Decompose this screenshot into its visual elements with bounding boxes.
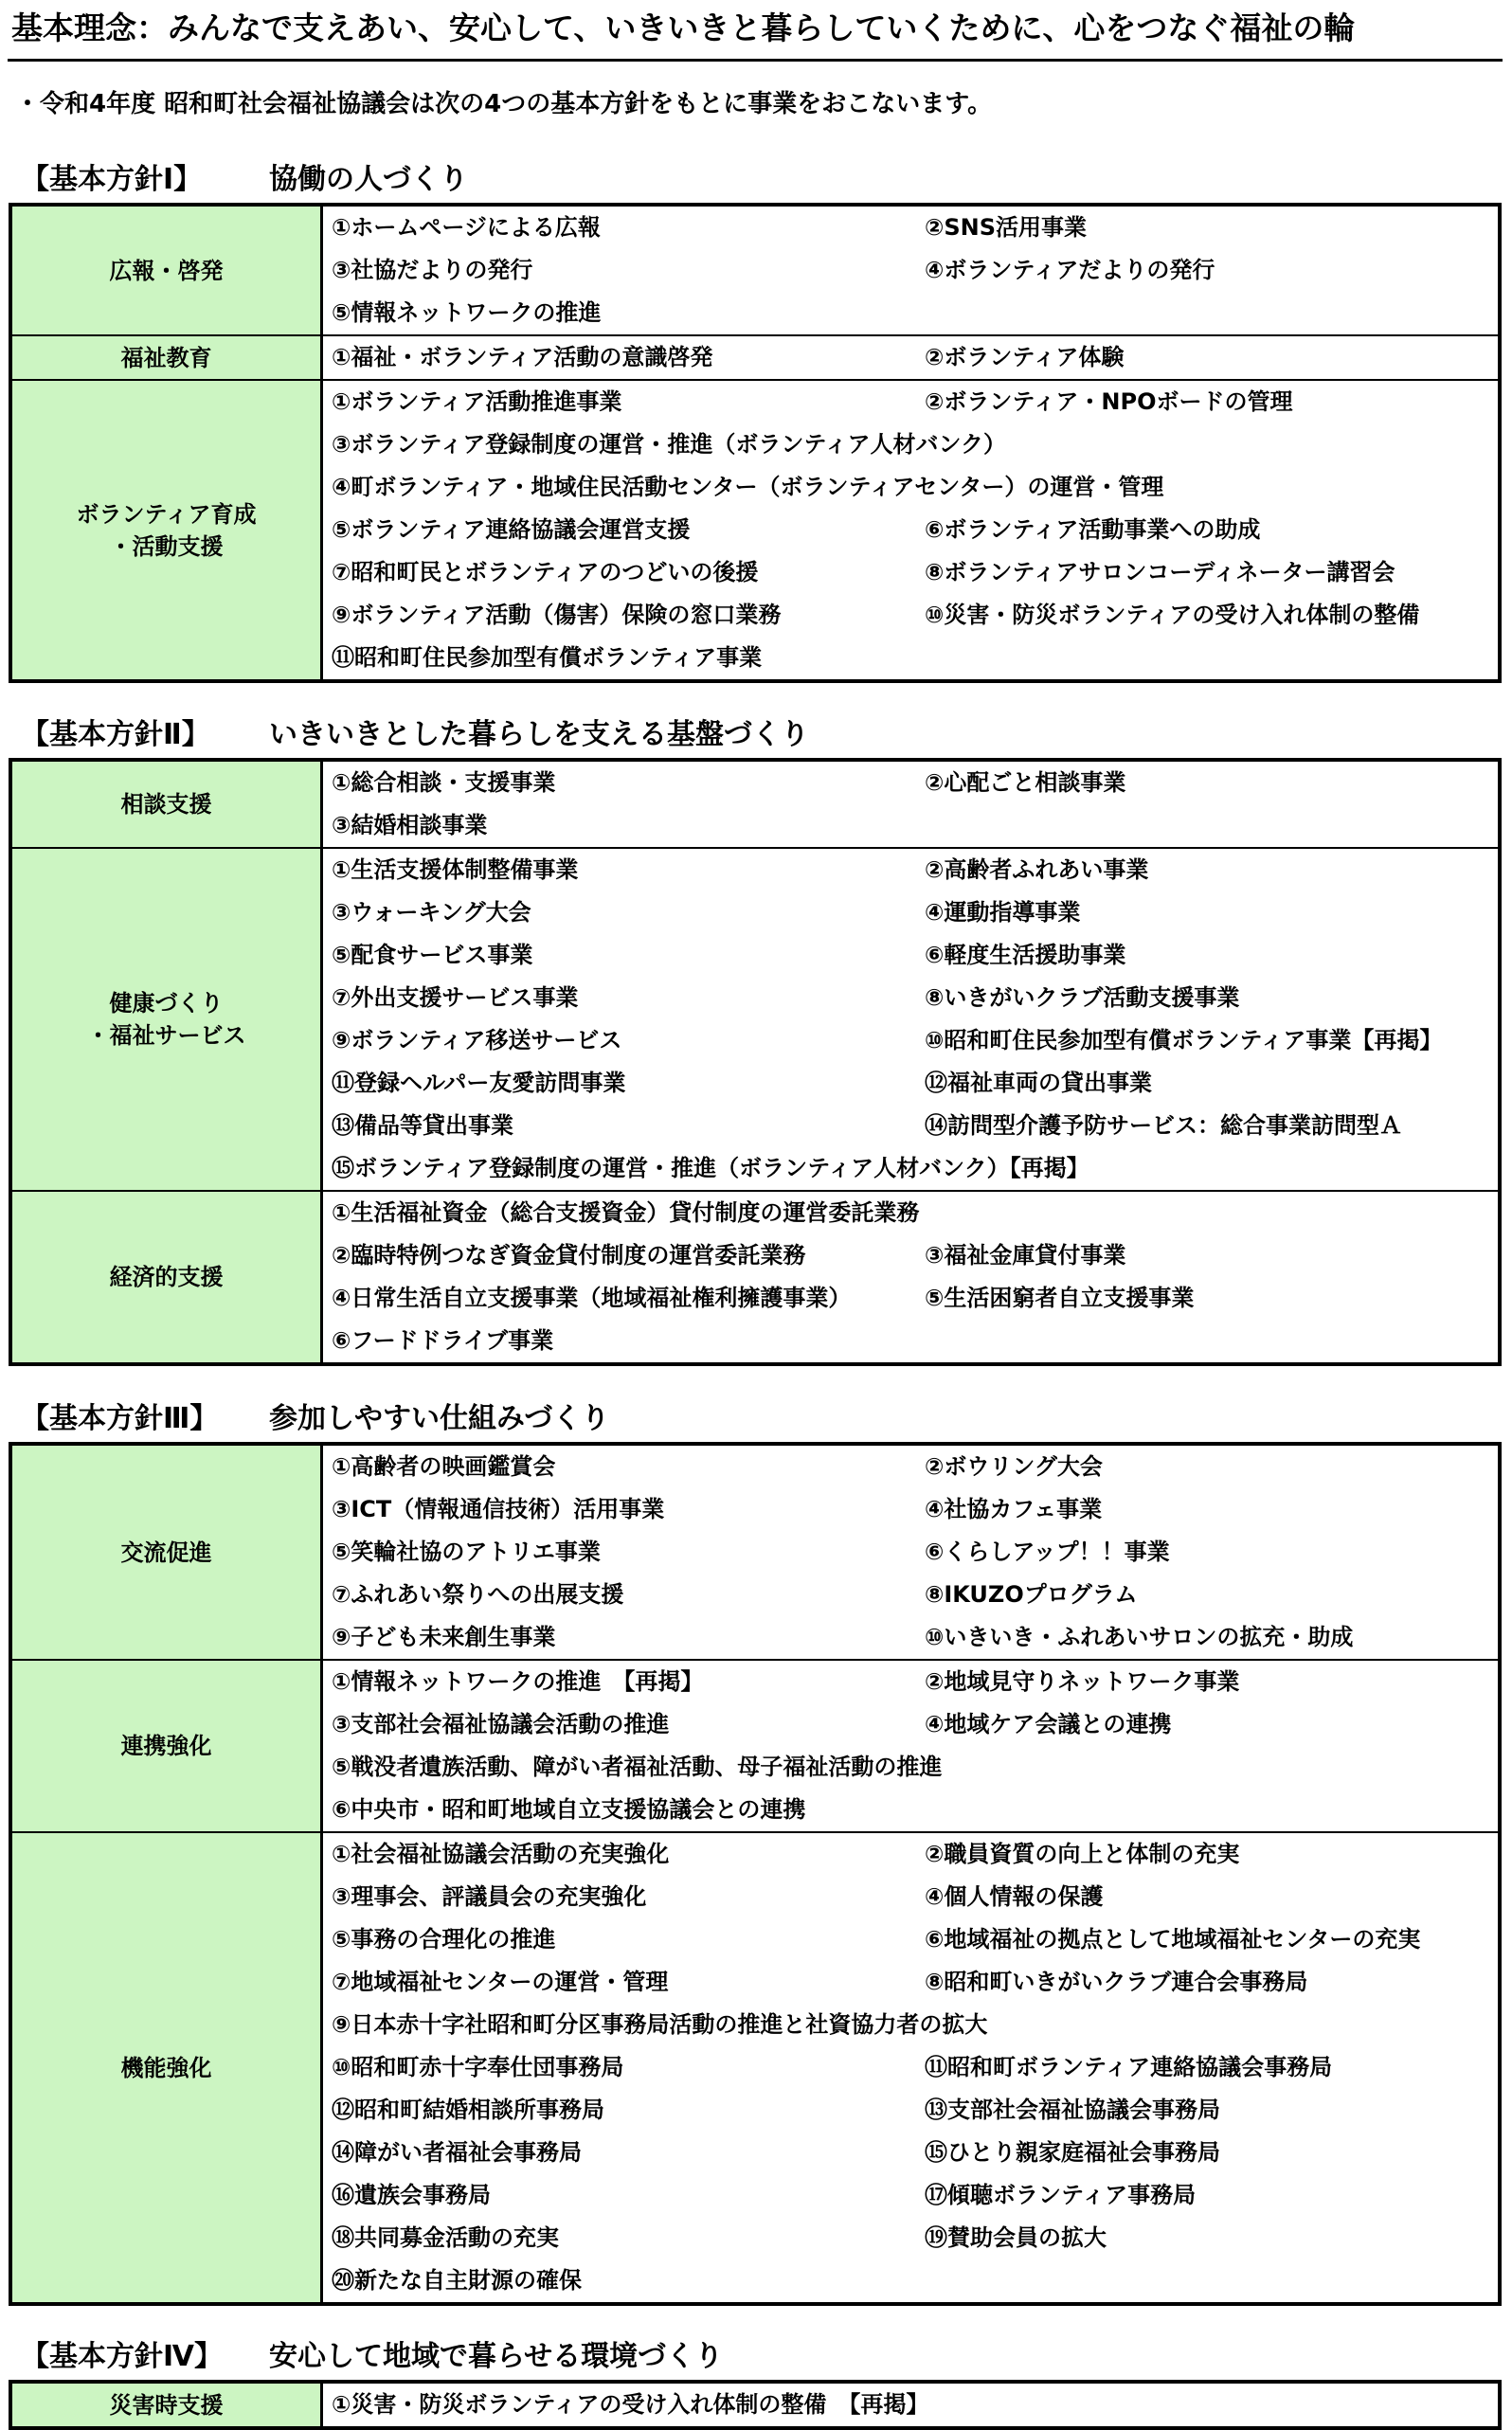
- section-heading-3: [21, 1398, 1499, 1440]
- table-row: [326, 1062, 1498, 1105]
- table-row: [326, 381, 1498, 423]
- table-row: [326, 2259, 1498, 2302]
- table-row: [326, 1320, 1498, 1362]
- section-table-2: [9, 758, 1502, 1366]
- item-text: ⑧IKUZOプログラム: [925, 1581, 1138, 1608]
- item-text: ⑤戦没者遺族活動、障がい者福祉活動、母子福祉活動の推進: [332, 1754, 943, 1780]
- item-text: ⑨ボランティア活動（傷害）保険の窓口業務: [332, 602, 782, 628]
- table-row: [326, 1574, 1498, 1616]
- table-row: [326, 207, 1498, 249]
- category-label: [121, 788, 212, 820]
- table-row: [326, 1746, 1498, 1789]
- table-group: [12, 1659, 1498, 1831]
- item-text: ⑪昭和町ボランティア連絡協議会事務局: [925, 2054, 1333, 2080]
- table-row: [326, 1234, 1498, 1277]
- item-text: ④社協カフェ事業: [925, 1496, 1103, 1522]
- section-heading-1: [21, 159, 1499, 201]
- item-text: ⑧ボランティアサロンコーディネーター講習会: [925, 559, 1395, 585]
- item-text: ⑩災害・防災ボランティアの受け入れ体制の整備: [925, 602, 1420, 628]
- section-label: 【基本方針Ⅰ】: [21, 163, 203, 196]
- item-text: ⑥中央市・昭和町地域自立支援協議会との連携: [332, 1796, 806, 1823]
- item-text: ③ウォーキング大会: [332, 899, 531, 926]
- category-label: [121, 342, 212, 374]
- item-text: ①ホームページによる広報: [332, 214, 601, 241]
- item-text: ⑰傾聴ボランティア事務局: [925, 2182, 1197, 2208]
- table-row: [326, 1147, 1498, 1190]
- item-text: ⑳新たな自主財源の確保: [332, 2267, 582, 2294]
- table-row: [326, 1961, 1498, 2004]
- table-row: [326, 551, 1498, 594]
- item-list: [326, 2384, 1498, 2426]
- item-text: ⑯遺族会事務局: [332, 2182, 491, 2208]
- item-text: ②ボランティア体験: [925, 344, 1125, 370]
- table-row: [326, 2132, 1498, 2174]
- item-text: ⑪昭和町住民参加型有償ボランティア事業: [332, 644, 763, 671]
- category-label-line: 広報・啓発: [109, 257, 224, 284]
- table-row: [326, 2174, 1498, 2217]
- item-text: ④町ボランティア・地域住民活動センター（ボランティアセンター）の運営・管理: [332, 474, 1164, 500]
- category-label-line: 経済的支援: [109, 1264, 224, 1290]
- item-text: ⑫福祉車両の貸出事業: [925, 1070, 1152, 1096]
- table-row: [326, 1789, 1498, 1831]
- table-group: [12, 2384, 1498, 2426]
- table-row: [326, 1616, 1498, 1659]
- table-group: [12, 847, 1498, 1190]
- category-label-line: 交流促進: [120, 1539, 212, 1566]
- category-cell: [12, 1833, 323, 2302]
- section-name: いきいきとした暮らしを支える基盤づくり: [269, 718, 809, 751]
- item-text: ⑤笑輪社協のアトリエ事業: [332, 1539, 601, 1565]
- table-group: [12, 1831, 1498, 2302]
- item-text: ⑮ボランティア登録制度の運営・推進（ボランティア人材バンク）【再掲】: [332, 1155, 1089, 1181]
- category-cell: [12, 2384, 323, 2426]
- item-list: [326, 1446, 1498, 1659]
- item-list: [326, 336, 1498, 379]
- category-label-line: 健康づくり: [109, 990, 224, 1017]
- section-table-3: [9, 1442, 1502, 2306]
- table-row: [326, 637, 1498, 679]
- item-text: ②地域見守りネットワーク事業: [925, 1668, 1240, 1695]
- section-label: 【基本方針Ⅱ】: [21, 718, 210, 751]
- section-name: 参加しやすい仕組みづくり: [269, 1402, 610, 1435]
- item-text: ②ボランティア・NPOボードの管理: [925, 388, 1293, 415]
- section-heading-2: [21, 714, 1499, 756]
- table-row: [326, 509, 1498, 551]
- item-list: [326, 381, 1498, 679]
- table-row: [326, 1019, 1498, 1062]
- item-text: ①生活支援体制整備事業: [332, 856, 579, 883]
- category-cell: [12, 849, 323, 1190]
- item-text: ③理事会、評議員会の充実強化: [332, 1883, 647, 1910]
- item-list: [326, 1833, 1498, 2302]
- item-text: ①災害・防災ボランティアの受け入れ体制の整備 【再掲】: [332, 2391, 929, 2418]
- category-label: [121, 2052, 212, 2084]
- item-text: ②高齢者ふれあい事業: [925, 856, 1149, 883]
- category-label-line: 災害時支援: [109, 2391, 224, 2419]
- table-row: [326, 1488, 1498, 1531]
- item-text: ⑤ボランティア連絡協議会運営支援: [332, 516, 691, 543]
- table-row: [326, 1876, 1498, 1918]
- table-row: [326, 1918, 1498, 1961]
- table-row: [326, 1446, 1498, 1488]
- item-text: ⑥ボランティア活動事業への助成: [925, 516, 1261, 543]
- table-row: [326, 336, 1498, 379]
- item-text: ⑤配食サービス事業: [332, 942, 533, 968]
- category-label-line: 機能強化: [120, 2054, 212, 2081]
- table-row: [326, 1703, 1498, 1746]
- category-label: [87, 987, 246, 1052]
- item-text: ②SNS活用事業: [925, 214, 1087, 241]
- item-text: ①生活福祉資金（総合支援資金）貸付制度の運営委託業務: [332, 1199, 920, 1226]
- category-label: [76, 498, 256, 563]
- item-text: ⑨日本赤十字社昭和町分区事務局活動の推進と社資協力者の拡大: [332, 2011, 988, 2038]
- category-label-line: 連携強化: [120, 1733, 212, 1759]
- table-row: [326, 2004, 1498, 2046]
- table-row: [326, 762, 1498, 804]
- item-text: ②心配ごと相談事業: [925, 769, 1126, 796]
- item-text: ⑭障がい者福祉会事務局: [332, 2139, 582, 2166]
- item-text: ②臨時特例つなぎ資金貸付制度の運営委託業務: [332, 1242, 806, 1269]
- table-group: [12, 334, 1498, 379]
- category-label-line: ・福祉サービス: [86, 1022, 246, 1049]
- category-label: [110, 1261, 224, 1293]
- item-text: ⑫昭和町結婚相談所事務局: [332, 2097, 604, 2123]
- section-heading-4: [21, 2336, 1499, 2378]
- item-text: ⑥軽度生活援助事業: [925, 942, 1126, 968]
- item-text: ④ボランティアだよりの発行: [925, 257, 1215, 283]
- table-row: [326, 249, 1498, 292]
- table-row: [326, 1277, 1498, 1320]
- table-row: [326, 594, 1498, 637]
- category-label: [110, 255, 224, 287]
- item-list: [326, 762, 1498, 847]
- item-text: ⑥フードドライブ事業: [332, 1327, 554, 1354]
- category-cell: [12, 336, 323, 379]
- item-text: ⑬支部社会福祉協議会事務局: [925, 2097, 1220, 2123]
- item-text: ①福祉・ボランティア活動の意識啓発: [332, 344, 713, 370]
- item-list: [326, 1192, 1498, 1362]
- item-text: ⑦ふれあい祭りへの出展支援: [332, 1581, 624, 1608]
- item-text: ④個人情報の保護: [925, 1883, 1104, 1910]
- category-label-line: 相談支援: [120, 791, 212, 818]
- section-table-1: [9, 203, 1502, 683]
- table-row: [326, 1531, 1498, 1574]
- category-cell: [12, 1192, 323, 1362]
- category-cell: [12, 1446, 323, 1659]
- category-label: [121, 1537, 212, 1569]
- item-text: ⑩昭和町赤十字奉仕団事務局: [332, 2054, 624, 2080]
- item-text: ②職員資質の向上と体制の充実: [925, 1841, 1240, 1867]
- table-group: [12, 1446, 1498, 1659]
- table-group: [12, 1190, 1498, 1362]
- category-label-line: ・活動支援: [109, 532, 224, 560]
- table-row: [326, 1661, 1498, 1703]
- table-group: [12, 207, 1498, 334]
- item-text: ⑩昭和町住民参加型有償ボランティア事業【再掲】: [925, 1027, 1443, 1053]
- table-row: [326, 2217, 1498, 2259]
- section-name: 安心して地域で暮らせる環境づくり: [269, 2340, 724, 2373]
- category-cell: [12, 381, 323, 679]
- page-title: 基本理念：みんなで支えあい、安心して、いきいきと暮らしていくために、心をつなぐ福祉の輪: [11, 9, 1356, 46]
- table-row: [326, 2384, 1498, 2426]
- table-group: [12, 762, 1498, 847]
- item-text: ⑤事務の合理化の推進: [332, 1926, 556, 1953]
- item-text: ③支部社会福祉協議会活動の推進: [332, 1711, 670, 1737]
- table-row: [326, 934, 1498, 977]
- table-row: [326, 1833, 1498, 1876]
- table-row: [326, 977, 1498, 1019]
- item-text: ⑪登録ヘルパー友愛訪問事業: [332, 1070, 626, 1096]
- table-row: [326, 849, 1498, 891]
- category-cell: [12, 207, 323, 334]
- item-list: [326, 849, 1498, 1190]
- item-text: ③ボランティア登録制度の運営・推進（ボランティア人材バンク）: [332, 431, 1006, 458]
- item-text: ⑮ひとり親家庭福祉会事務局: [925, 2139, 1220, 2166]
- table-group: [12, 379, 1498, 679]
- item-text: ⑧昭和町いきがいクラブ連合会事務局: [925, 1969, 1308, 1995]
- item-text: ④日常生活自立支援事業（地域福祉権利擁護事業）: [332, 1285, 852, 1311]
- item-text: ⑥地域福祉の拠点として地域福祉センターの充実: [925, 1926, 1421, 1953]
- table-row: [326, 2046, 1498, 2089]
- category-label-line: 福祉教育: [120, 344, 212, 371]
- item-text: ⑲賛助会員の拡大: [925, 2224, 1107, 2251]
- item-text: ⑨ボランティア移送サービス: [332, 1027, 622, 1053]
- item-text: ③ICT（情報通信技術）活用事業: [332, 1496, 665, 1522]
- item-text: ④地域ケア会議との連携: [925, 1711, 1172, 1737]
- category-label: [121, 1730, 212, 1762]
- item-list: [326, 1661, 1498, 1831]
- item-text: ③福祉金庫貸付事業: [925, 1242, 1126, 1269]
- table-row: [326, 891, 1498, 934]
- table-row: [326, 804, 1498, 847]
- category-label: [110, 2389, 224, 2421]
- intro-text: ・令和4年度 昭和町社会福祉協議会は次の4つの基本方針をもとに事業をおこないます。: [15, 90, 993, 118]
- table-row: [326, 292, 1498, 334]
- item-text: ⑨子ども未来創生事業: [332, 1624, 556, 1650]
- item-list: [326, 207, 1498, 334]
- category-cell: [12, 1661, 323, 1831]
- item-text: ①情報ネットワークの推進 【再掲】: [332, 1668, 704, 1695]
- item-text: ⑥くらしアップ！！事業: [925, 1539, 1170, 1565]
- item-text: ⑧いきがいクラブ活動支援事業: [925, 984, 1240, 1011]
- item-text: ⑭訪問型介護予防サービス：総合事業訪問型Ａ: [925, 1112, 1402, 1139]
- item-text: ③結婚相談事業: [332, 812, 488, 838]
- table-row: [326, 2089, 1498, 2132]
- table-row: [326, 423, 1498, 466]
- item-text: ③社協だよりの発行: [332, 257, 533, 283]
- item-text: ⑩いきいき・ふれあいサロンの拡充・助成: [925, 1624, 1354, 1650]
- category-cell: [12, 762, 323, 847]
- item-text: ④運動指導事業: [925, 899, 1081, 926]
- item-text: ①総合相談・支援事業: [332, 769, 556, 796]
- item-text: ⑦外出支援サービス事業: [332, 984, 579, 1011]
- table-row: [326, 1105, 1498, 1147]
- item-text: ⑦地域福祉センターの運営・管理: [332, 1969, 669, 1995]
- item-text: ⑦昭和町民とボランティアのつどいの後援: [332, 559, 759, 585]
- section-label: 【基本方針Ⅳ】: [21, 2340, 223, 2373]
- item-text: ①社会福祉協議会活動の充実強化: [332, 1841, 670, 1867]
- section-name: 協働の人づくり: [269, 163, 468, 196]
- section-table-4: [9, 2380, 1502, 2430]
- item-text: ⑬備品等貸出事業: [332, 1112, 513, 1139]
- category-label-line: ボランティア育成: [76, 500, 257, 528]
- item-text: ⑤生活困窮者自立支援事業: [925, 1285, 1195, 1311]
- section-label: 【基本方針Ⅲ】: [21, 1402, 219, 1435]
- item-text: ①ボランティア活動推進事業: [332, 388, 622, 415]
- item-text: ①高齢者の映画鑑賞会: [332, 1453, 556, 1480]
- title-divider: [8, 59, 1503, 62]
- item-text: ⑤情報ネットワークの推進: [332, 299, 602, 326]
- item-text: ⑱共同募金活動の充実: [332, 2224, 559, 2251]
- item-text: ②ボウリング大会: [925, 1453, 1103, 1480]
- table-row: [326, 466, 1498, 509]
- table-row: [326, 1192, 1498, 1234]
